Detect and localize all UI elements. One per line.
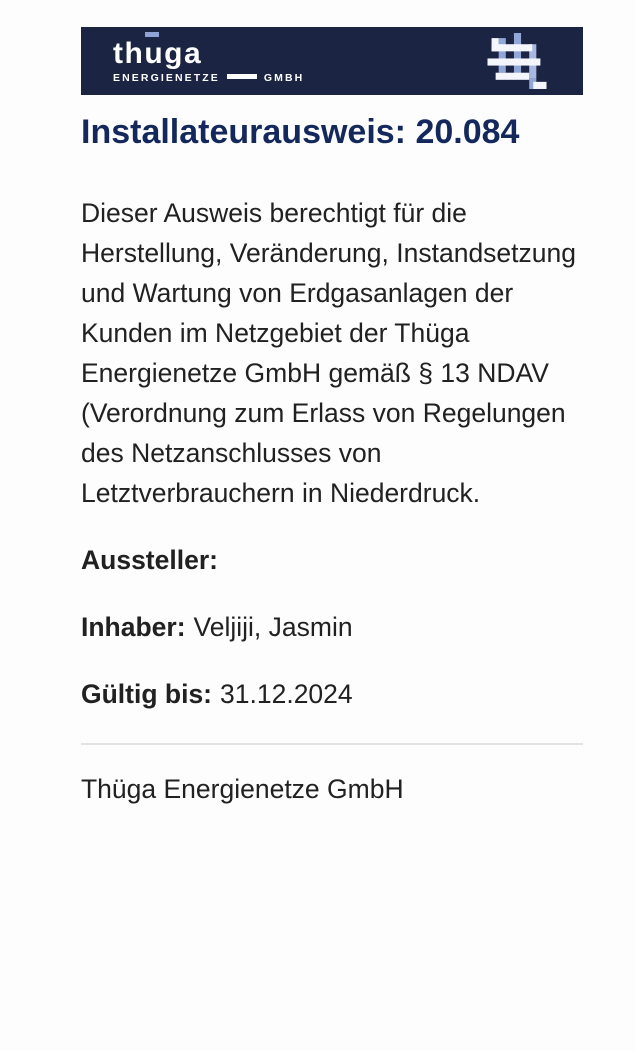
field-value-aussteller bbox=[218, 545, 226, 575]
section-divider bbox=[81, 743, 583, 745]
page-container bbox=[81, 27, 583, 809]
field-label-aussteller: Aussteller: bbox=[81, 545, 218, 575]
issuer-footer: Thüga Energienetze GmbH bbox=[81, 774, 404, 804]
field-aussteller bbox=[81, 540, 583, 580]
field-inhaber bbox=[81, 607, 583, 647]
intro-paragraph: Dieser Ausweis berechtigt für die Herstellung, Veränderung, Instandsetzung und Wartung von Erdgasanlagen der Kunden im Netzgebiet der Thüga Energienetze GmbH gemäß § 13 NDAV (Verordnung zum Erlass von Regelungen des Netzanschlusses von Letztverbrauchern in Niederdruck. bbox=[81, 198, 576, 508]
logo-g-descender-bar bbox=[227, 74, 257, 79]
logo-subline bbox=[113, 73, 304, 84]
logo-wordmark: th uga bbox=[113, 39, 304, 69]
hash-grid-icon bbox=[477, 32, 557, 90]
logo-subline-right: GMBH bbox=[263, 71, 305, 84]
logo-subline-left: ENERGIENETZE bbox=[113, 71, 220, 84]
field-value-gueltig-bis: 31.12.2024 bbox=[220, 679, 353, 709]
field-gueltig-bis bbox=[81, 674, 583, 714]
thuega-logo bbox=[113, 36, 305, 84]
umlaut-accent-bar bbox=[145, 32, 159, 37]
field-label-inhaber: Inhaber: bbox=[81, 612, 186, 642]
page-title: Installateurausweis: 20.084 bbox=[81, 113, 520, 151]
brand-header bbox=[81, 27, 583, 95]
field-value-inhaber: Veljiji, Jasmin bbox=[193, 612, 353, 642]
field-label-gueltig-bis: Gültig bis: bbox=[81, 679, 213, 709]
